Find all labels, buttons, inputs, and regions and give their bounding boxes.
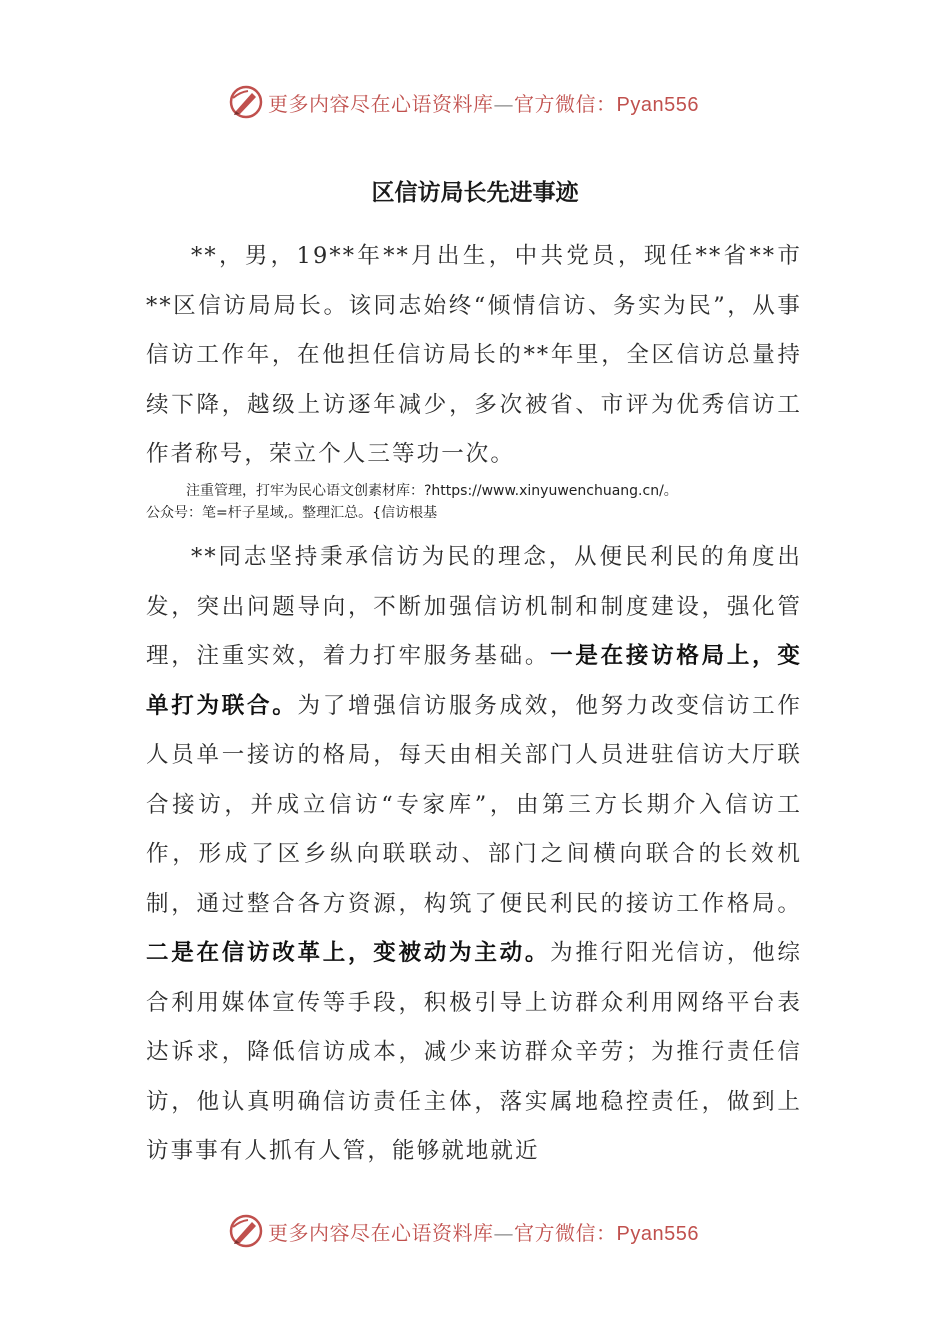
source-note-line-1: 注重管理，打牢为民心语文创素材库：?https://www.xinyuwenchuang.cn/。 <box>186 483 678 499</box>
pen-nib-logo-icon <box>228 1213 264 1249</box>
paragraph-body <box>146 533 802 1177</box>
body-heading-1: 一是在接访格局上，变单打为联合。 <box>146 643 802 719</box>
source-note <box>146 480 826 524</box>
body-heading-2: 二是在信访改革上，变被动为主动。 <box>146 940 551 966</box>
body-text-1: **同志坚持秉承信访为民的理念，从便民利民的角度出发，突出问题导向，不断加强信访机制和制度建设，强化管理，注重实效，着力打牢服务基础。 <box>146 544 802 669</box>
source-note-line-2: 公众号：笔=杆子星域,。整理汇总。{信访根基 <box>146 505 438 521</box>
paragraph-intro: **，男，19**年**月出生，中共党员，现任**省**市**区信访局局长。该同志始终“倾情信访、务实为民”，从事信访工作年，在他担任信访局长的**年里，全区信访总量持续下降，越级上访逐年减少，多次被省、市评为优秀信访工作者称号，荣立个人三等功一次。 <box>146 243 802 467</box>
header-banner <box>228 82 748 122</box>
banner-text: 更多内容尽在心语资料库—官方微信：Pyan556 <box>268 91 699 116</box>
footer-banner <box>228 1211 748 1251</box>
body-text-2: 为了增强信访服务成效，他努力改变信访工作人员单一接访的格局，每天由相关部门人员进驻信访大厅联合接访，并成立信访“专家库”，由第三方长期介入信访工作，形成了区乡纵向联联动、部门之间横向联合的长效机制，通过整合各方资源，构筑了便民利民的接访工作格局。 <box>146 692 802 917</box>
banner-text: 更多内容尽在心语资料库—官方微信：Pyan556 <box>268 1220 699 1245</box>
pen-nib-logo-icon <box>228 84 264 120</box>
page-title: 区信访局长先进事迹 <box>371 179 579 206</box>
body-text-3: 为推行阳光信访，他综合利用媒体宣传等手段，积极引导上访群众利用网络平台表达诉求，降低信访成本，减少来访群众辛劳；为推行责任信访，他认真明确信访责任主体，落实属地稳控责任，做到上访事事有人抓有人管，能够就地就近 <box>146 940 802 1164</box>
